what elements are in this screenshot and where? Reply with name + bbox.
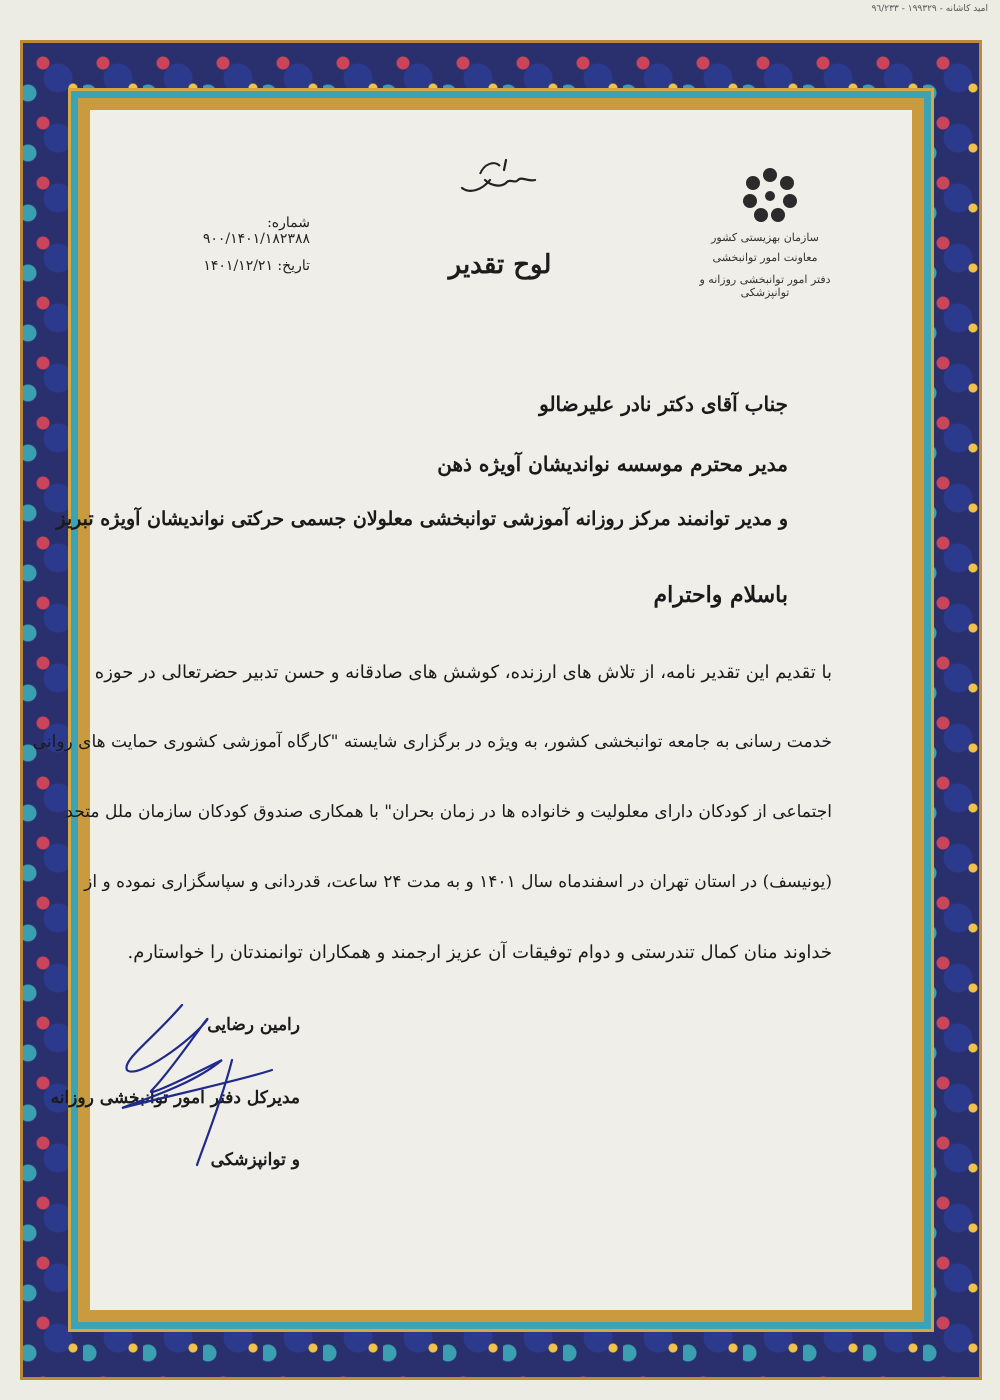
date-label: تاریخ: xyxy=(277,258,310,274)
certificate-title: لوح تقدیر xyxy=(448,250,552,280)
bismillah-calligraphy xyxy=(460,150,540,200)
body-line-2: خدمت رسانی به جامعه توانبخشی کشور، به ویژه در برگزاری شایسته "کارگاه آموزشی کشوری حمایت های روانی xyxy=(32,732,832,752)
recipient-line3: و مدیر توانمند مرکز روزانه آموزشی توانبخشی معلولان جسمی حرکتی نواندیشان آویژه تبریز xyxy=(56,508,788,530)
number-value: ٩٠٠/١۴٠١/١٨٢٣٨٨ xyxy=(202,231,310,247)
date-row xyxy=(170,258,310,274)
body-line-3: اجتماعی از کودکان دارای معلولیت و خانواده ها در زمان بحران" با همکاری صندوق کودکان سازمان ملل متحد xyxy=(65,802,832,822)
org-name-line3: دفتر امور توانبخشی روزانه و توانپزشکی xyxy=(699,273,831,299)
recipient-line1: جناب آقای دکتر نادر علیرضالو xyxy=(539,392,788,416)
behzisti-flower-logo-icon xyxy=(740,165,800,225)
number-row xyxy=(170,215,310,247)
date-value: ١۴٠١/١٢/٢١ xyxy=(203,258,273,274)
org-name-line2: معاونت امور توانبخشی xyxy=(712,251,818,264)
number-label: شماره: xyxy=(267,215,310,231)
greeting: باسلام واحترام xyxy=(653,582,788,608)
handwritten-signature xyxy=(112,1000,342,1170)
signatory-title-line1: مدیرکل دفتر امور توانبخشی روزانه xyxy=(50,1088,300,1108)
body-line-1: با تقدیم این تقدیر نامه، از تلاش های ارزنده، کوشش های صادقانه و حسن تدبیر حضرتعالی در حوزه xyxy=(94,662,832,683)
recipient-line2: مدیر محترم موسسه نواندیشان آویژه ذهن xyxy=(437,452,788,476)
top-right-note: امید کاشانه - ١٩٩٣٢٩ - ٩٦/٢٣٣ xyxy=(871,4,988,14)
body-line-4: (یونیسف) در استان تهران در اسفندماه سال ١۴٠١ و به مدت ٢۴ ساعت، قدردانی و سپاسگزاری نموده و از xyxy=(84,872,832,892)
signatory-name: رامین رضایی xyxy=(207,1015,300,1035)
org-name-line1: سازمان بهزیستی کشور xyxy=(711,231,819,244)
signatory-title-line2: و توانپزشکی xyxy=(210,1150,300,1170)
body-line-5: خداوند منان کمال تندرستی و دوام توفیقات آن عزیز ارجمند و همکاران توانمندتان را خواستارم. xyxy=(127,942,832,963)
